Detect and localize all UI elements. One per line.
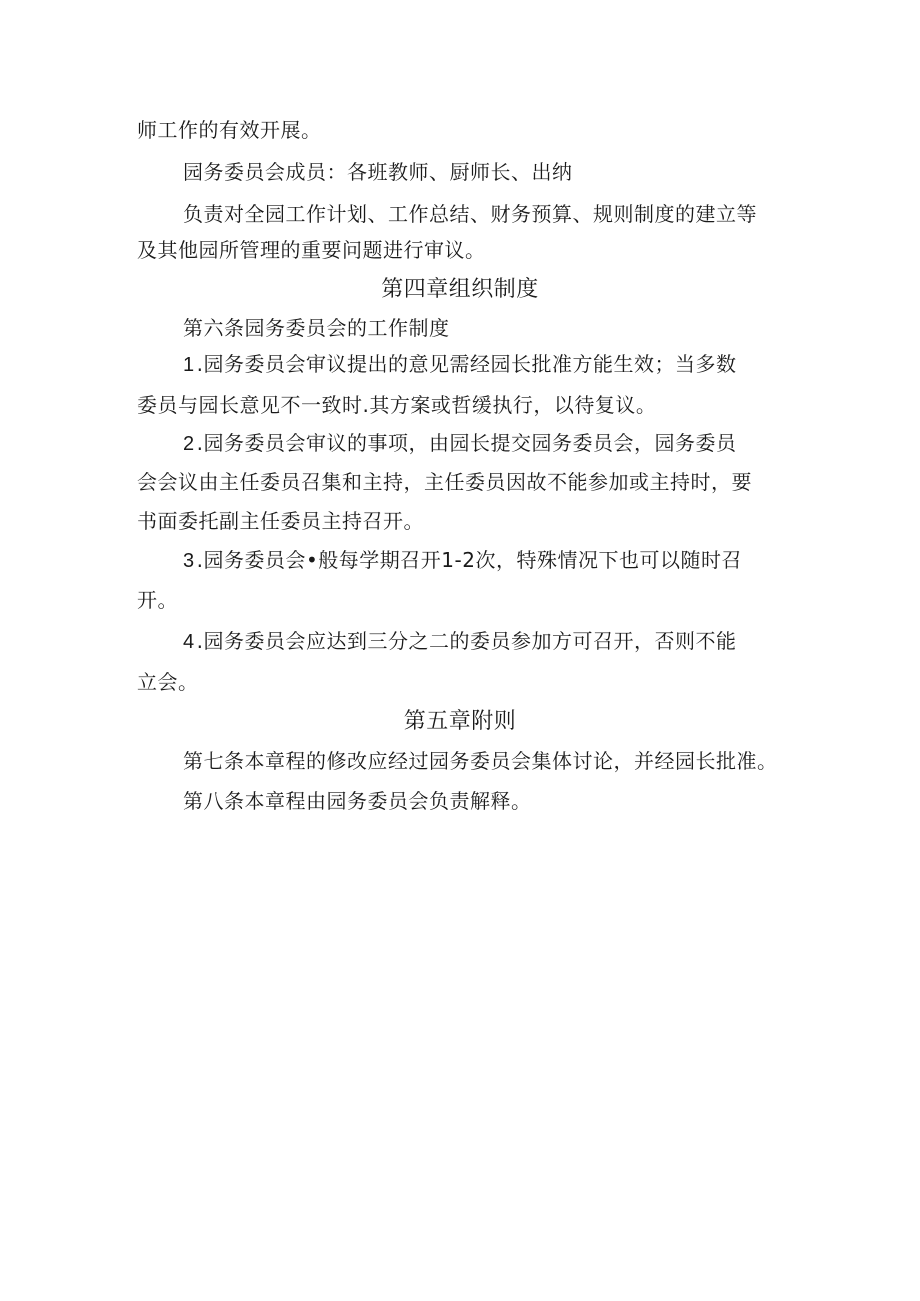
item-4-line-1 [183,629,736,654]
committee-members-line: 园务委员会成员：各班教师、厨师长、出纳 [183,160,573,184]
paragraph-line: 负责对全园工作计划、工作总结、财务预算、规则制度的建立等 [183,202,757,226]
item-4-line-2: 立会。 [137,670,199,694]
item-3-line-2: 开。 [137,588,178,612]
item-2-line-1 [183,431,736,456]
paragraph-line: 师工作的有效开展。 [137,118,322,142]
article-8-line: 第八条本章程由园务委员会负责解释。 [183,789,532,813]
item-2-number: 2 [183,433,195,455]
item-3-text: .园务委员会•般每学期召开1-2次，特殊情况下也可以随时召 [196,548,742,572]
item-1-line-2: 委员与园长意见不一致时.其方案或哲缓执行，以待复议。 [137,393,657,417]
item-4-number: 4 [183,631,195,653]
item-2-text: .园务委员会审议的事项，由园长提交园务委员会，园务委员 [196,431,737,455]
item-1-line-1 [183,352,736,377]
item-2-line-2: 会会议由主任委员召集和主持，主任委员因故不能参加或主持时，要 [137,470,752,494]
chapter-4-heading: 第四章组织制度 [381,276,539,301]
paragraph-line: 及其他园所管理的重要问题进行审议。 [137,238,486,262]
article-7-line: 第七条本章程的修改应经过园务委员会集体讨论，并经园长批准。 [183,749,778,773]
item-1-text: .园务委员会审议提出的意见需经园长批准方能生效；当多数 [196,352,737,376]
chapter-5-heading: 第五章附则 [403,708,517,733]
item-3-number: 3 [183,550,195,572]
item-1-number: 1 [183,354,195,376]
item-2-line-3: 书面委托副主任委员主持召开。 [137,509,424,533]
article-6-line: 第六条园务委员会的工作制度 [183,316,450,340]
item-3-line-1 [183,548,742,573]
item-4-text: .园务委员会应达到三分之二的委员参加方可召开，否则不能 [196,629,737,653]
